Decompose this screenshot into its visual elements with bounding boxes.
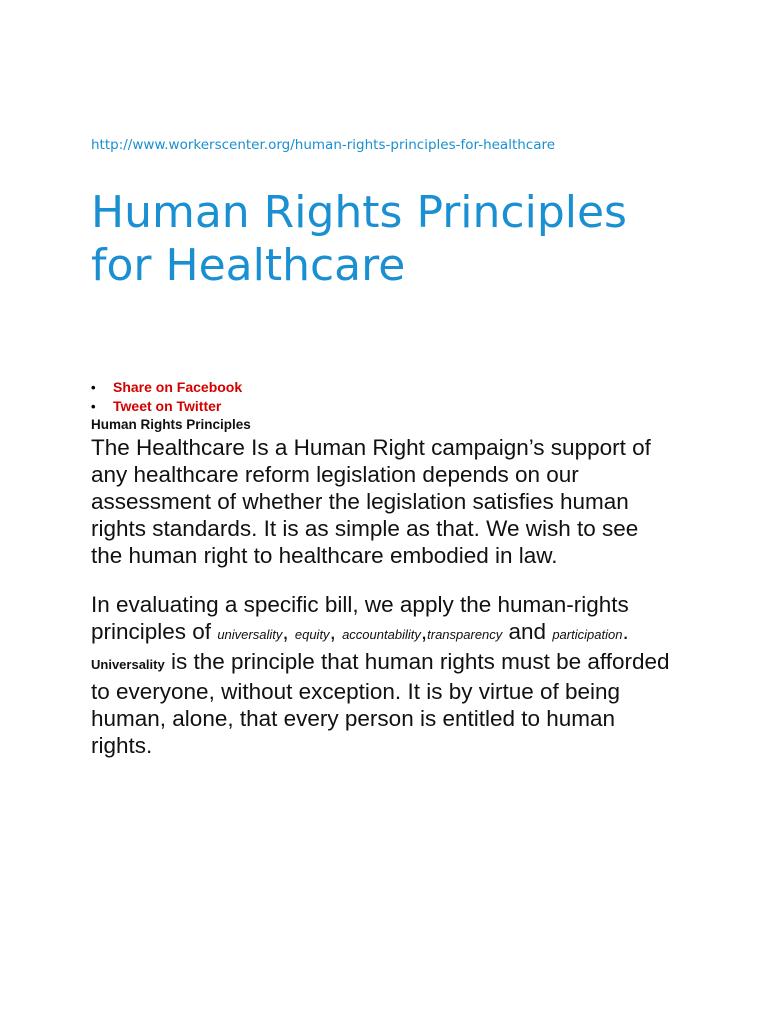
bullet-icon: • bbox=[91, 399, 96, 414]
sentence-end: . bbox=[622, 619, 629, 644]
term-transparency: transparency bbox=[427, 627, 503, 642]
paragraph-intro: The Healthcare Is a Human Right campaign’s support of any healthcare reform legislation depends on our assessment of whether the legislation satisfies human rights standards. It is as simple as that. We wish to see the human right to healthcare embodied in law. bbox=[91, 435, 651, 568]
share-list bbox=[91, 378, 242, 416]
paragraph-principles bbox=[91, 591, 671, 759]
universality-definition: is the principle that human rights must be afforded to everyone, without exception. It is by virtue of being human, alone, that every person is entitled to human rights. bbox=[91, 649, 670, 758]
source-url-link[interactable]: http://www.workerscenter.org/human-rights-principles-for-healthcare bbox=[91, 137, 556, 153]
separator: , bbox=[420, 619, 428, 644]
term-universality-heading: Universality bbox=[91, 657, 165, 672]
bullet-icon: • bbox=[91, 380, 96, 395]
principles-intro-text: In evaluating a specific bill, we apply the human-rights principles of bbox=[91, 592, 629, 644]
term-participation: participation bbox=[552, 627, 623, 642]
term-universality: universality bbox=[217, 627, 283, 642]
term-accountability: accountability bbox=[342, 627, 421, 642]
share-item-facebook bbox=[91, 378, 242, 397]
page-title: Human Rights Principles for Healthcare bbox=[91, 187, 627, 291]
section-heading: Human Rights Principles bbox=[91, 417, 251, 432]
and-text: and bbox=[502, 619, 553, 644]
separator: , bbox=[329, 619, 343, 644]
term-equity: equity bbox=[294, 627, 330, 642]
tweet-twitter-link[interactable]: Tweet on Twitter bbox=[113, 398, 222, 414]
share-item-twitter bbox=[91, 397, 242, 416]
separator: , bbox=[282, 619, 295, 644]
share-facebook-link[interactable]: Share on Facebook bbox=[113, 379, 243, 395]
